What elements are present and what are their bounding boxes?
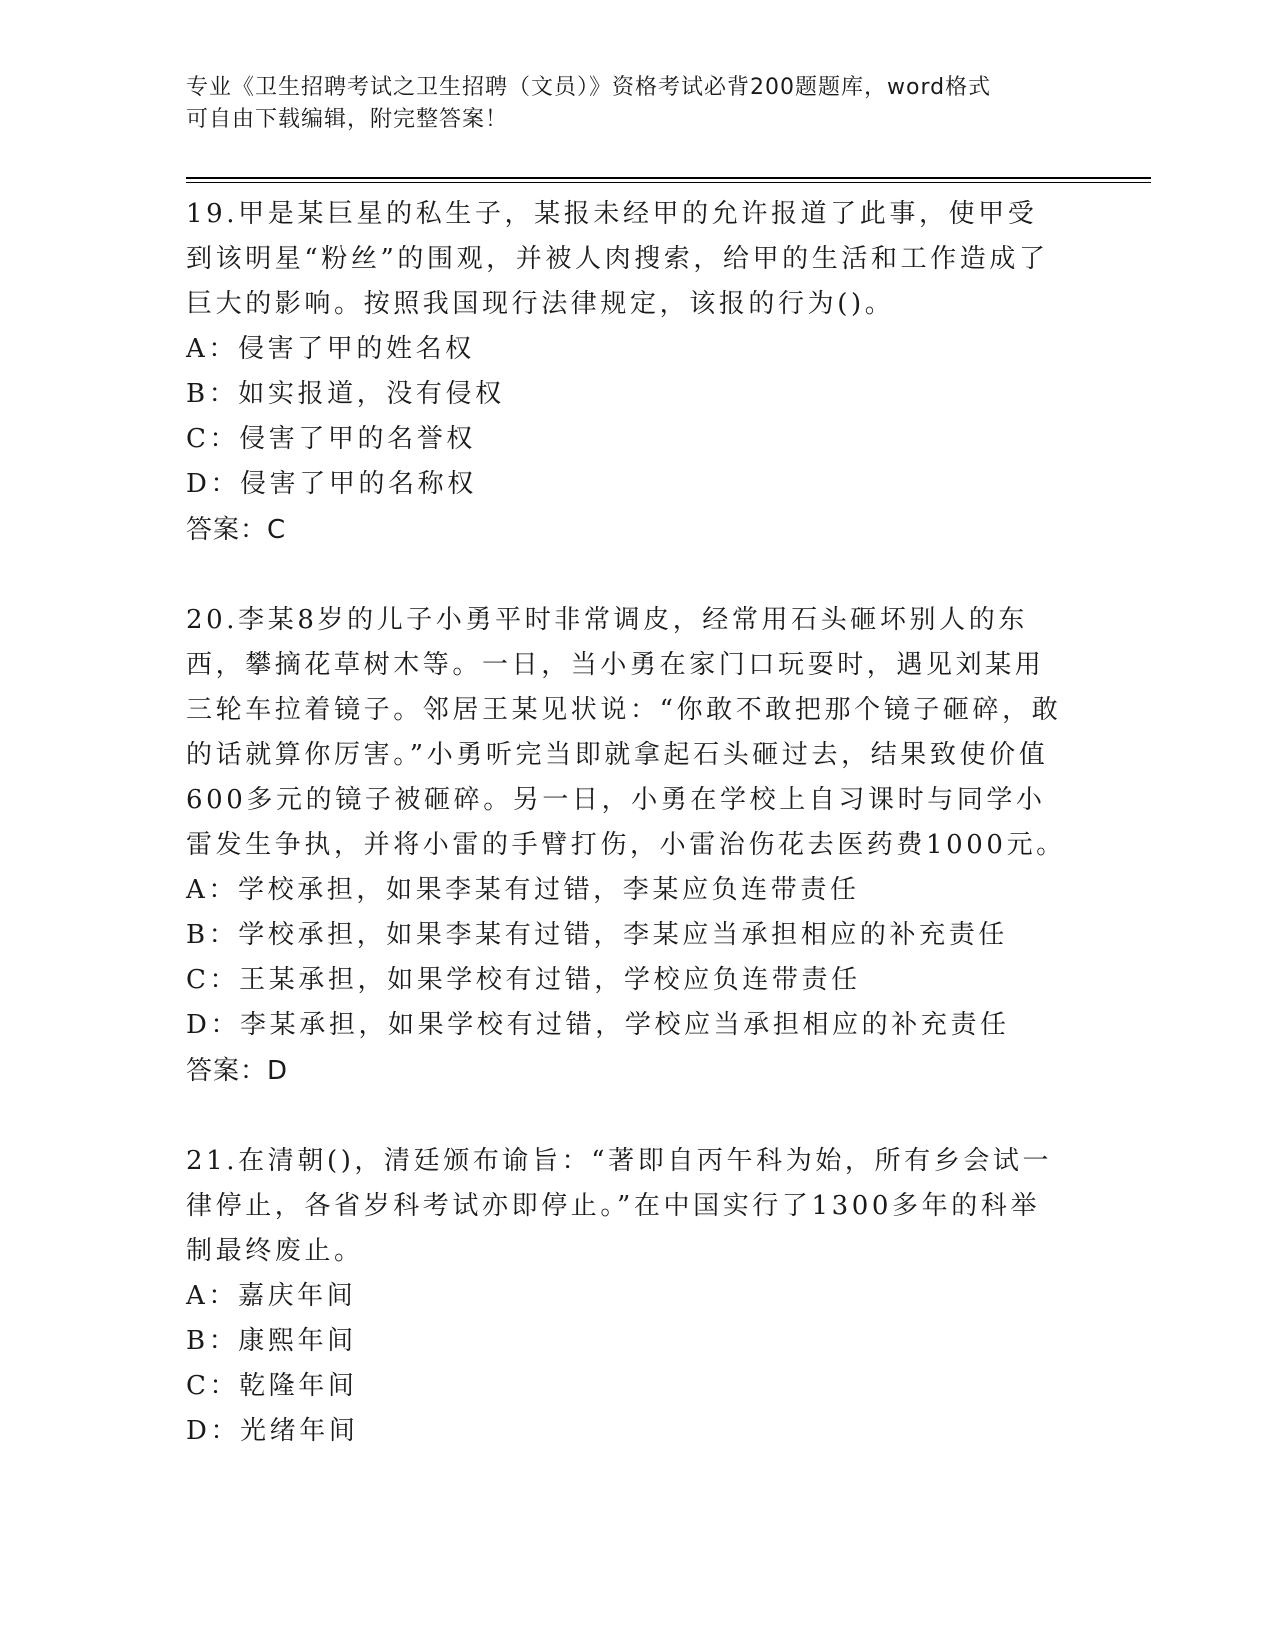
question-21 bbox=[186, 1139, 1066, 1454]
page-header bbox=[186, 72, 1066, 136]
option-a: A：嘉庆年间 bbox=[186, 1281, 357, 1311]
question-stem: 19.甲是某巨星的私生子，某报未经甲的允许报道了此事，使甲受到该明星“粉丝”的围观，并被人肉搜索，给甲的生活和工作造成了巨大的影响。按照我国现行法律规定，该报的行为()。 bbox=[186, 199, 1049, 319]
option-b: B：康熙年间 bbox=[186, 1326, 357, 1356]
option-d: D：光绪年间 bbox=[186, 1416, 359, 1446]
question-stem: 20.李某8岁的儿子小勇平时非常调皮，经常用石头砸坏别人的东西，攀摘花草树木等。一日，当小勇在家门口玩耍时，遇见刘某用三轮车拉着镜子。邻居王某见状说：“你敢不敢把那个镜子砸碎，敢的话就算你厉害。”小勇听完当即就拿起石头砸过去，结果致使价值600多元的镜子被砸碎。另一日，小勇在学校上自习课时与同学小雷发生争执，并将小雷的手臂打伤，小雷治伤花去医药费1000元。 bbox=[186, 605, 1066, 860]
header-line-2: 可自由下载编辑，附完整答案！ bbox=[186, 107, 509, 132]
option-c: C：侵害了甲的名誉权 bbox=[186, 424, 476, 454]
question-19 bbox=[186, 192, 1066, 553]
header-line-1: 专业《卫生招聘考试之卫生招聘（文员）》资格考试必背200题题库，word格式 bbox=[186, 75, 992, 100]
option-b: B：如实报道，没有侵权 bbox=[186, 379, 505, 409]
answer-label: 答案：C bbox=[186, 515, 287, 545]
question-stem: 21.在清朝()，清廷颁布谕旨：“著即自丙午科为始，所有乡会试一律停止，各省岁科考试亦即停止。”在中国实行了1300多年的科举制最终废止。 bbox=[186, 1146, 1053, 1266]
option-a: A：学校承担，如果李某有过错，李某应负连带责任 bbox=[186, 875, 860, 905]
header-divider-thick bbox=[186, 177, 1151, 179]
option-a: A：侵害了甲的姓名权 bbox=[186, 334, 475, 364]
option-c: C：王某承担，如果学校有过错，学校应负连带责任 bbox=[186, 965, 861, 995]
option-d: D：李某承担，如果学校有过错，学校应当承担相应的补充责任 bbox=[186, 1010, 1010, 1040]
option-b: B：学校承担，如果李某有过错，李某应当承担相应的补充责任 bbox=[186, 920, 1008, 950]
question-list bbox=[186, 192, 1066, 1499]
question-20 bbox=[186, 598, 1066, 1094]
option-d: D：侵害了甲的名称权 bbox=[186, 469, 477, 499]
header-divider-thin bbox=[186, 182, 1151, 183]
answer-label: 答案：D bbox=[186, 1056, 289, 1086]
option-c: C：乾隆年间 bbox=[186, 1371, 358, 1401]
